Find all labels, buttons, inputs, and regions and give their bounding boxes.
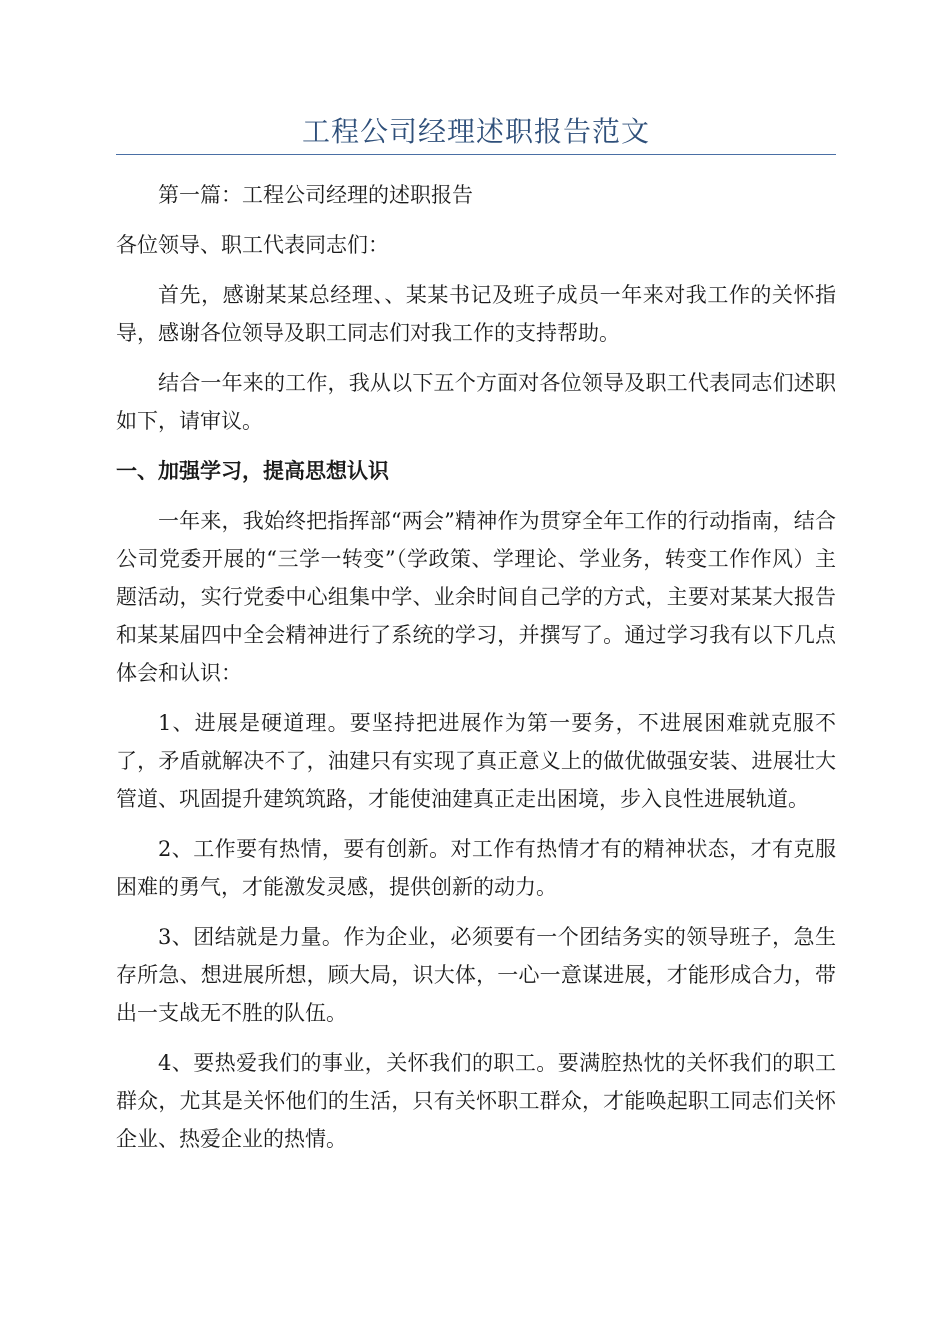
title-underline — [116, 154, 836, 155]
paragraph-study: 一年来，我始终把指挥部“两会”精神作为贯穿全年工作的行动指南，结合公司党委开展的“三学一转变”（学政策、学理论、学业务，转变工作作风）主题活动，实行党委中心组集中学、业余时间自己学的方式，主要对某某大报告和某某届四中全会精神进行了系统的学习，并撰写了。通过学习我有以下几点体会和认识： — [116, 509, 836, 685]
document-title: 工程公司经理述职报告范文 — [301, 115, 650, 148]
section-subtitle: 第一篇：工程公司经理的述职报告 — [158, 183, 473, 207]
list-item-1: 1、进展是硬道理。要坚持把进展作为第一要务，不进展困难就克服不了，矛盾就解决不了，油建只有实现了真正意义上的做优做强安装、进展壮大管道、巩固提升建筑筑路，才能使油建真正走出困境，步入良性进展轨道。 — [116, 711, 836, 811]
list-item-2: 2、工作要有热情，要有创新。对工作有热情才有的精神状态，才有克服困难的勇气，才能激发灵感，提供创新的动力。 — [116, 837, 836, 899]
section-heading-1: 一、加强学习，提高思想认识 — [116, 458, 389, 483]
salutation: 各位领导、职工代表同志们： — [116, 233, 389, 257]
paragraph-intro: 结合一年来的工作，我从以下五个方面对各位领导及职工代表同志们述职如下，请审议。 — [116, 371, 836, 433]
paragraph-thanks: 首先，感谢某某总经理、、某某书记及班子成员一年来对我工作的关怀指导，感谢各位领导及职工同志们对我工作的支持帮助。 — [116, 283, 836, 345]
list-item-3: 3、团结就是力量。作为企业，必须要有一个团结务实的领导班子，急生存所急、想进展所想，顾大局，识大体，一心一意谋进展，才能形成合力，带出一支战无不胜的队伍。 — [116, 925, 836, 1025]
document-body — [116, 176, 836, 1170]
list-item-4: 4、要热爱我们的事业，关怀我们的职工。要满腔热忱的关怀我们的职工群众，尤其是关怀他们的生活，只有关怀职工群众，才能唤起职工同志们关怀企业、热爱企业的热情。 — [116, 1051, 836, 1151]
